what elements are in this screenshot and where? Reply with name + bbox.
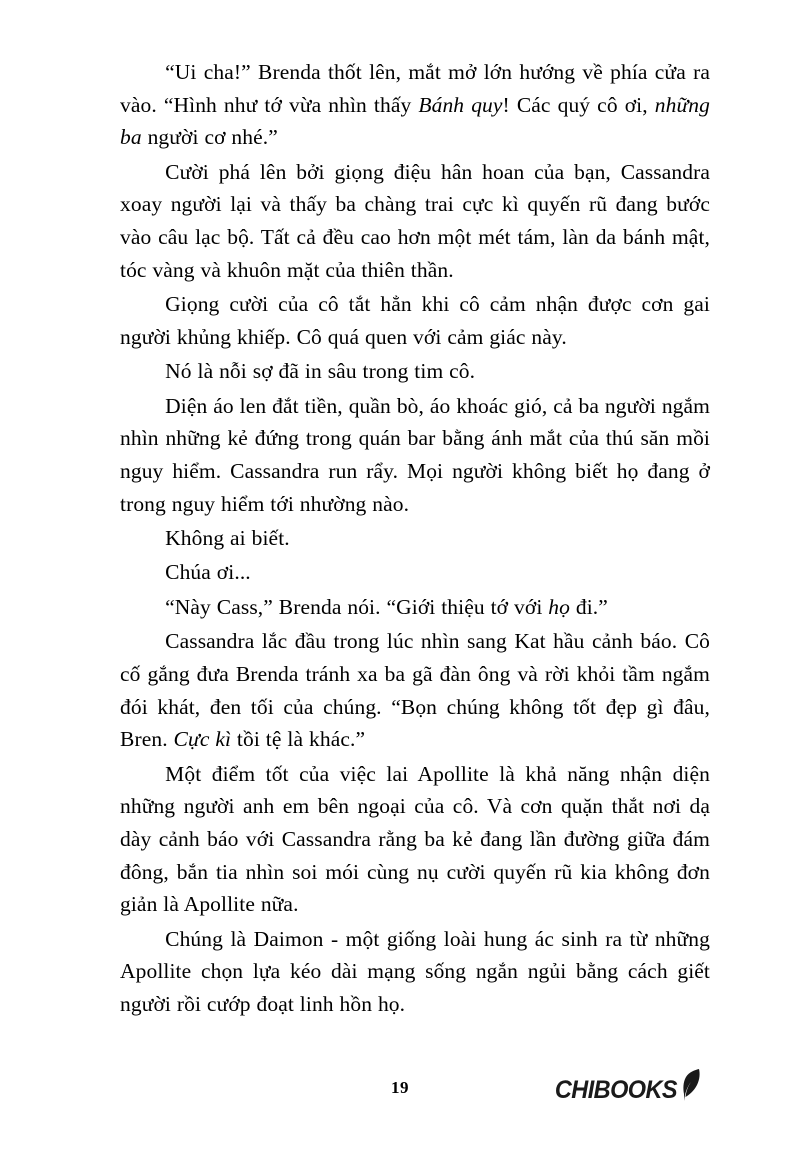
paragraph — [120, 355, 710, 388]
text-run: Không ai biết. — [165, 526, 290, 550]
emphasis-text: họ — [548, 594, 570, 619]
text-run: Nó là nỗi sợ đã in sâu trong tim cô. — [165, 359, 476, 384]
emphasis-text: Bánh quy — [418, 92, 503, 117]
paragraph — [120, 288, 710, 353]
publisher-logo-text: CHIBOOKS — [554, 1076, 678, 1104]
emphasis-text: Cực kì — [173, 727, 232, 752]
text-run: “Ui cha!” Brenda thốt lên, mắt mở lớn hướng về phía cửa ra vào. “Hình như tớ vừa nhìn thấy — [120, 60, 710, 117]
paragraph — [120, 522, 710, 555]
text-run: Chúa ơi... — [165, 560, 251, 585]
text-run: Một điểm tốt của việc lai Apollite là khả năng nhận diện những người anh em bên ngoại của cô. Và cơn quặn thắt nơi dạ dày cảnh báo với Cassandra rằng ba kẻ đang lần đường giữa đám đông, bắn tia nhìn soi mói cùng nụ cười quyến rũ kia không đơn giản là Apollite nữa. — [120, 761, 710, 917]
text-run: tồi tệ là khác.” — [231, 727, 366, 752]
text-run: Cười phá lên bởi giọng điệu hân hoan của bạn, Cassandra xoay người lại và thấy ba chàng trai cực kì quyến rũ đang bước vào câu lạc bộ. Tất cả đều cao hơn một mét tám, làn da bánh mật, tóc vàng và khuôn mặt của thiên thần. — [120, 159, 710, 282]
paragraph — [120, 390, 710, 521]
text-run: ! Các quý cô ơi, — [502, 92, 655, 117]
text-run: đi.” — [570, 594, 608, 619]
paragraph — [120, 556, 710, 589]
paragraph — [120, 625, 710, 756]
emphasis-text: những ba — [120, 92, 710, 150]
paragraph — [120, 591, 710, 624]
paragraph — [120, 156, 710, 287]
paragraph — [120, 758, 710, 921]
text-run: Chúng là Daimon - một giống loài hung ác sinh ra từ những Apollite chọn lựa kéo dài mạng sống ngắn ngủi bằng cách giết người rồi cướp đoạt linh hồn họ. — [120, 926, 710, 1016]
paragraph — [120, 56, 710, 154]
text-run: Giọng cười của cô tắt hẳn khi cô cảm nhận được cơn gai người khủng khiếp. Cô quá quen với cảm giác này. — [120, 292, 710, 349]
leaf-icon — [680, 1068, 704, 1102]
page-number: 19 — [391, 1078, 409, 1097]
paragraph — [120, 923, 710, 1021]
publisher-logo — [551, 1068, 704, 1103]
body-text — [120, 56, 710, 1021]
text-run: Diện áo len đắt tiền, quần bò, áo khoác gió, cả ba người ngắm nhìn những kẻ đứng trong quán bar bằng ánh mắt của thú săn mồi nguy hiểm. Cassandra run rẩy. Mọi người không biết họ đang ở trong nguy hiểm tới nhường nào. — [120, 393, 710, 516]
text-run: “Này Cass,” Brenda nói. “Giới thiệu tớ với — [165, 594, 549, 619]
text-run: Cassandra lắc đầu trong lúc nhìn sang Kat hầu cảnh báo. Cô cố gắng đưa Brenda tránh xa ba gã đàn ông và rời khỏi tầm ngắm đói khát, đen tối của chúng. “Bọn chúng không tốt đẹp gì đâu, Bren. — [120, 629, 710, 752]
text-run: người cơ nhé.” — [141, 125, 278, 150]
